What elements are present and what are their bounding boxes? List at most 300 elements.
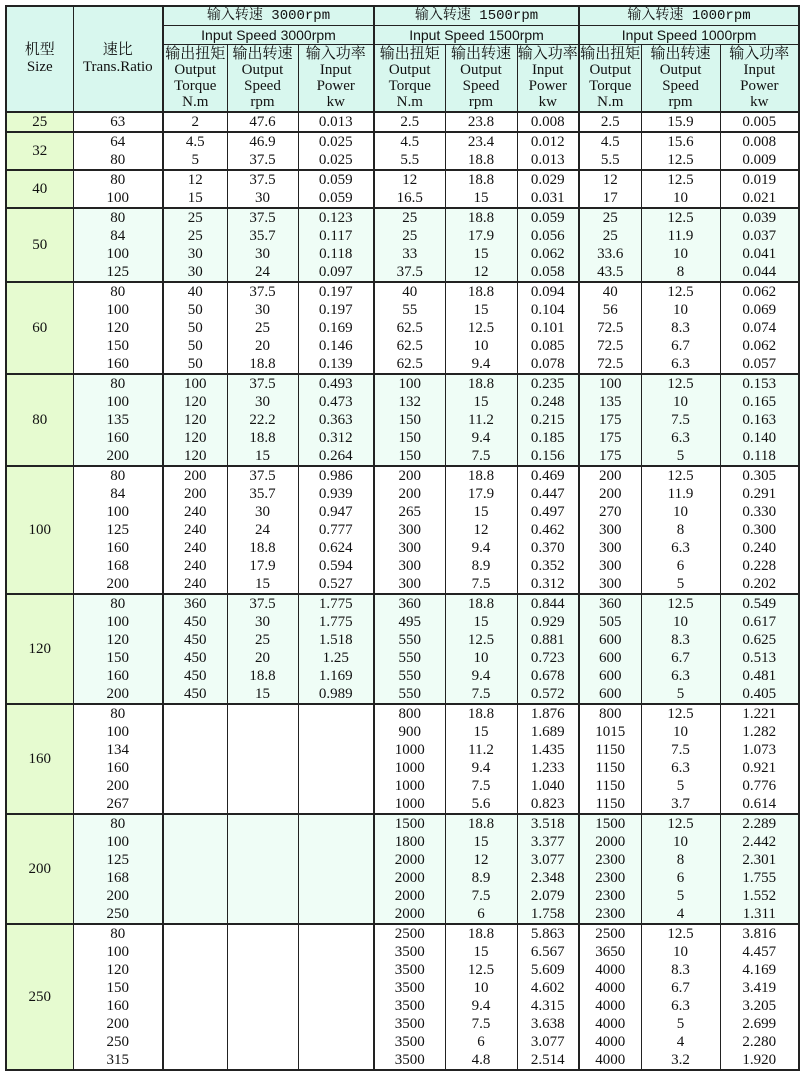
- value-cell: [163, 759, 227, 777]
- value-cell: 5.863: [517, 924, 579, 943]
- value-cell: 2: [163, 112, 227, 132]
- value-cell: 0.085: [517, 337, 579, 355]
- ratio-cell: 80: [73, 466, 163, 485]
- table-row: [6, 227, 799, 245]
- value-cell: 550: [374, 685, 445, 704]
- ratio-cell: 315: [73, 1051, 163, 1070]
- value-cell: 4000: [579, 997, 641, 1015]
- value-cell: 0.614: [720, 795, 799, 814]
- value-cell: 200: [579, 466, 641, 485]
- value-cell: 0.005: [720, 112, 799, 132]
- size-group-100: [6, 466, 799, 594]
- value-cell: 6.3: [641, 667, 720, 685]
- value-cell: 1500: [374, 814, 445, 833]
- subcol-en2: Speed: [244, 78, 281, 94]
- value-cell: 0.062: [720, 282, 799, 301]
- ratio-header-en: Trans.Ratio: [82, 59, 153, 75]
- value-cell: 5: [641, 887, 720, 905]
- value-cell: 0.363: [298, 411, 374, 429]
- value-cell: 35.7: [227, 485, 298, 503]
- value-cell: 0.462: [517, 521, 579, 539]
- value-cell: 0.056: [517, 227, 579, 245]
- ratio-cell: 150: [73, 979, 163, 997]
- value-cell: 15.6: [641, 132, 720, 151]
- value-cell: 0.625: [720, 631, 799, 649]
- table-row: [6, 685, 799, 704]
- table-row: [6, 887, 799, 905]
- value-cell: 24: [227, 521, 298, 539]
- value-cell: [163, 704, 227, 723]
- value-cell: [298, 1015, 374, 1033]
- value-cell: 12.5: [641, 924, 720, 943]
- value-cell: 25: [227, 631, 298, 649]
- ratio-cell: 100: [73, 943, 163, 961]
- subcol-en2: Power: [740, 78, 779, 94]
- value-cell: 17.9: [445, 485, 517, 503]
- size-cell: 120: [6, 594, 73, 704]
- subcol-cn: 输出扭矩: [379, 46, 440, 62]
- value-cell: 1015: [579, 723, 641, 741]
- value-cell: 5: [641, 1015, 720, 1033]
- value-cell: 12.5: [641, 374, 720, 393]
- value-cell: 0.025: [298, 151, 374, 170]
- ratio-cell: 80: [73, 151, 163, 170]
- value-cell: [298, 979, 374, 997]
- ratio-cell: 100: [73, 393, 163, 411]
- value-cell: 33.6: [579, 245, 641, 263]
- size-cell: 25: [6, 112, 73, 132]
- value-cell: 1.282: [720, 723, 799, 741]
- subcol-header: [298, 45, 374, 113]
- value-cell: 9.4: [445, 355, 517, 374]
- value-cell: 0.104: [517, 301, 579, 319]
- value-cell: 30: [227, 189, 298, 208]
- value-cell: 3.518: [517, 814, 579, 833]
- value-cell: 900: [374, 723, 445, 741]
- value-cell: 15.9: [641, 112, 720, 132]
- value-cell: 56: [579, 301, 641, 319]
- value-cell: [227, 887, 298, 905]
- value-cell: 22.2: [227, 411, 298, 429]
- value-cell: 0.678: [517, 667, 579, 685]
- value-cell: 18.8: [445, 594, 517, 613]
- value-cell: 12: [445, 263, 517, 282]
- value-cell: 135: [579, 393, 641, 411]
- ratio-cell: 100: [73, 301, 163, 319]
- value-cell: [227, 1033, 298, 1051]
- value-cell: [298, 1051, 374, 1070]
- value-cell: 0.059: [517, 208, 579, 227]
- value-cell: 1.311: [720, 905, 799, 924]
- value-cell: 10: [641, 393, 720, 411]
- value-cell: 0.777: [298, 521, 374, 539]
- value-cell: 43.5: [579, 263, 641, 282]
- value-cell: 12.5: [445, 631, 517, 649]
- table-row: [6, 521, 799, 539]
- value-cell: 4.457: [720, 943, 799, 961]
- value-cell: [227, 869, 298, 887]
- value-cell: [163, 833, 227, 851]
- value-cell: [227, 924, 298, 943]
- value-cell: 37.5: [227, 466, 298, 485]
- value-cell: 37.5: [374, 263, 445, 282]
- value-cell: 7.5: [445, 447, 517, 466]
- value-cell: 240: [163, 503, 227, 521]
- value-cell: 20: [227, 649, 298, 667]
- ratio-cell: 80: [73, 374, 163, 393]
- subcol-en2: Power: [528, 78, 567, 94]
- value-cell: 12.5: [641, 466, 720, 485]
- value-cell: 10: [445, 337, 517, 355]
- subcol-cn: 输出扭矩: [580, 46, 641, 62]
- value-cell: 12: [445, 521, 517, 539]
- value-cell: 11.2: [445, 741, 517, 759]
- value-cell: 0.057: [720, 355, 799, 374]
- value-cell: [163, 979, 227, 997]
- value-cell: 200: [374, 485, 445, 503]
- value-cell: 37.5: [227, 208, 298, 227]
- table-row: [6, 667, 799, 685]
- value-cell: [298, 759, 374, 777]
- value-cell: 72.5: [579, 355, 641, 374]
- ratio-cell: 84: [73, 485, 163, 503]
- value-cell: 50: [163, 301, 227, 319]
- value-cell: [298, 1033, 374, 1051]
- value-cell: 175: [579, 447, 641, 466]
- ratio-cell: 125: [73, 521, 163, 539]
- value-cell: 2000: [579, 833, 641, 851]
- table-row: [6, 132, 799, 151]
- value-cell: [227, 851, 298, 869]
- table-row: [6, 374, 799, 393]
- value-cell: [227, 997, 298, 1015]
- value-cell: 3500: [374, 1051, 445, 1070]
- value-cell: 62.5: [374, 337, 445, 355]
- ratio-cell: 200: [73, 887, 163, 905]
- value-cell: 5.6: [445, 795, 517, 814]
- value-cell: 15: [227, 575, 298, 594]
- value-cell: 175: [579, 411, 641, 429]
- value-cell: 360: [579, 594, 641, 613]
- value-cell: 0.118: [298, 245, 374, 263]
- value-cell: 6.3: [641, 539, 720, 557]
- value-cell: 12: [445, 851, 517, 869]
- value-cell: 37.5: [227, 170, 298, 189]
- value-cell: 0.012: [517, 132, 579, 151]
- value-cell: 15: [227, 447, 298, 466]
- value-cell: [163, 741, 227, 759]
- size-group-120: [6, 594, 799, 704]
- value-cell: 3650: [579, 943, 641, 961]
- value-cell: 0.019: [720, 170, 799, 189]
- ratio-cell: 100: [73, 833, 163, 851]
- size-cell: 40: [6, 170, 73, 208]
- value-cell: [163, 1033, 227, 1051]
- subcol-cn: 输出转速: [650, 46, 711, 62]
- value-cell: 120: [163, 393, 227, 411]
- table-row: [6, 337, 799, 355]
- value-cell: 0.009: [720, 151, 799, 170]
- value-cell: 72.5: [579, 319, 641, 337]
- value-cell: 18.8: [445, 208, 517, 227]
- value-cell: 3500: [374, 1033, 445, 1051]
- size-cell: 32: [6, 132, 73, 170]
- value-cell: 0.929: [517, 613, 579, 631]
- value-cell: [227, 704, 298, 723]
- value-cell: 0.058: [517, 263, 579, 282]
- subcol-header: [163, 45, 227, 113]
- value-cell: 120: [163, 411, 227, 429]
- value-cell: 0.008: [517, 112, 579, 132]
- ratio-cell: 100: [73, 503, 163, 521]
- value-cell: [298, 833, 374, 851]
- value-cell: 7.5: [445, 685, 517, 704]
- value-cell: 0.844: [517, 594, 579, 613]
- value-cell: 30: [227, 301, 298, 319]
- value-cell: 1.169: [298, 667, 374, 685]
- table-row: [6, 170, 799, 189]
- value-cell: 0.062: [720, 337, 799, 355]
- ratio-cell: 80: [73, 594, 163, 613]
- subcol-cn: 输出转速: [451, 46, 512, 62]
- size-group-50: [6, 208, 799, 282]
- value-cell: 0.986: [298, 466, 374, 485]
- value-cell: 18.8: [227, 667, 298, 685]
- table-row: [6, 319, 799, 337]
- value-cell: 132: [374, 393, 445, 411]
- speed-1000-en: Input Speed 1000rpm: [579, 26, 799, 45]
- value-cell: 2500: [374, 924, 445, 943]
- value-cell: 240: [163, 539, 227, 557]
- value-cell: 7.5: [641, 741, 720, 759]
- value-cell: 18.8: [445, 466, 517, 485]
- ratio-header-cn: 速比: [102, 42, 133, 58]
- value-cell: 0.202: [720, 575, 799, 594]
- value-cell: [227, 833, 298, 851]
- value-cell: 6.3: [641, 759, 720, 777]
- value-cell: [227, 1015, 298, 1033]
- value-cell: 175: [579, 429, 641, 447]
- value-cell: 2000: [374, 869, 445, 887]
- value-cell: 0.078: [517, 355, 579, 374]
- value-cell: [227, 741, 298, 759]
- value-cell: 12.5: [445, 319, 517, 337]
- value-cell: 4.602: [517, 979, 579, 997]
- value-cell: 4: [641, 905, 720, 924]
- value-cell: 18.8: [227, 429, 298, 447]
- value-cell: 550: [374, 667, 445, 685]
- value-cell: 0.723: [517, 649, 579, 667]
- value-cell: [163, 1015, 227, 1033]
- value-cell: [227, 943, 298, 961]
- value-cell: 0.153: [720, 374, 799, 393]
- value-cell: 30: [163, 245, 227, 263]
- ratio-cell: 168: [73, 869, 163, 887]
- value-cell: 30: [227, 245, 298, 263]
- value-cell: 0.469: [517, 466, 579, 485]
- value-cell: 300: [374, 539, 445, 557]
- size-cell: 60: [6, 282, 73, 374]
- table-row: [6, 485, 799, 503]
- value-cell: 0.921: [720, 759, 799, 777]
- value-cell: 25: [227, 319, 298, 337]
- value-cell: 1.775: [298, 613, 374, 631]
- table-row: [6, 997, 799, 1015]
- ratio-cell: 150: [73, 649, 163, 667]
- table-row: [6, 575, 799, 594]
- value-cell: 1000: [374, 795, 445, 814]
- value-cell: 2000: [374, 905, 445, 924]
- size-header: [6, 6, 73, 112]
- value-cell: 12: [579, 170, 641, 189]
- value-cell: 200: [163, 466, 227, 485]
- value-cell: 30: [163, 263, 227, 282]
- value-cell: 0.156: [517, 447, 579, 466]
- value-cell: 7.5: [641, 411, 720, 429]
- value-cell: 25: [579, 208, 641, 227]
- value-cell: 25: [374, 227, 445, 245]
- table-row: [6, 759, 799, 777]
- value-cell: [163, 997, 227, 1015]
- value-cell: 450: [163, 667, 227, 685]
- value-cell: 12.5: [641, 151, 720, 170]
- value-cell: 200: [163, 485, 227, 503]
- value-cell: 18.8: [445, 282, 517, 301]
- value-cell: 2.514: [517, 1051, 579, 1070]
- value-cell: 4000: [579, 1033, 641, 1051]
- size-group-250: [6, 924, 799, 1070]
- subcol-en1: Input: [319, 62, 352, 78]
- value-cell: 12.5: [641, 282, 720, 301]
- ratio-cell: 125: [73, 851, 163, 869]
- value-cell: 5.5: [579, 151, 641, 170]
- value-cell: [163, 1051, 227, 1070]
- table-row: [6, 466, 799, 485]
- table-row: [6, 924, 799, 943]
- value-cell: 23.8: [445, 112, 517, 132]
- subcol-header: [517, 45, 579, 113]
- value-cell: 0.118: [720, 447, 799, 466]
- subcol-unit: N.m: [597, 94, 624, 110]
- ratio-cell: 200: [73, 1015, 163, 1033]
- value-cell: 0.312: [517, 575, 579, 594]
- ratio-cell: 84: [73, 227, 163, 245]
- value-cell: 2.289: [720, 814, 799, 833]
- value-cell: [298, 795, 374, 814]
- value-cell: 8: [641, 521, 720, 539]
- value-cell: 0.013: [517, 151, 579, 170]
- table-row: [6, 814, 799, 833]
- value-cell: 30: [227, 613, 298, 631]
- value-cell: 2.5: [374, 112, 445, 132]
- value-cell: [298, 851, 374, 869]
- value-cell: [163, 777, 227, 795]
- value-cell: 0.117: [298, 227, 374, 245]
- value-cell: 0.264: [298, 447, 374, 466]
- table-row: [6, 833, 799, 851]
- value-cell: 1150: [579, 741, 641, 759]
- value-cell: 20: [227, 337, 298, 355]
- value-cell: 37.5: [227, 594, 298, 613]
- table-row: [6, 112, 799, 132]
- value-cell: 12: [163, 170, 227, 189]
- value-cell: 15: [163, 189, 227, 208]
- subcol-en1: Output: [241, 62, 284, 78]
- value-cell: 1.233: [517, 759, 579, 777]
- value-cell: 360: [163, 594, 227, 613]
- size-header-cn: 机型: [24, 42, 55, 58]
- value-cell: 2300: [579, 887, 641, 905]
- value-cell: 1.920: [720, 1051, 799, 1070]
- value-cell: 5.609: [517, 961, 579, 979]
- value-cell: 3.816: [720, 924, 799, 943]
- value-cell: 7.5: [445, 575, 517, 594]
- size-cell: 100: [6, 466, 73, 594]
- table-row: [6, 777, 799, 795]
- subcol-en2: Power: [316, 78, 355, 94]
- ratio-cell: 150: [73, 337, 163, 355]
- ratio-cell: 160: [73, 539, 163, 557]
- value-cell: 8: [641, 263, 720, 282]
- value-cell: 18.8: [445, 151, 517, 170]
- subcol-en2: Torque: [388, 78, 431, 94]
- table-row: [6, 613, 799, 631]
- subcol-header: [641, 45, 720, 113]
- value-cell: 62.5: [374, 355, 445, 374]
- value-cell: 0.062: [517, 245, 579, 263]
- value-cell: 6: [445, 1033, 517, 1051]
- value-cell: 5: [641, 685, 720, 704]
- value-cell: 0.146: [298, 337, 374, 355]
- table-row: [6, 447, 799, 466]
- value-cell: 4.5: [374, 132, 445, 151]
- value-cell: 2500: [579, 924, 641, 943]
- value-cell: 8.9: [445, 869, 517, 887]
- value-cell: 1.518: [298, 631, 374, 649]
- value-cell: 150: [374, 411, 445, 429]
- value-cell: 360: [374, 594, 445, 613]
- size-cell: 50: [6, 208, 73, 282]
- table-row: [6, 905, 799, 924]
- value-cell: 55: [374, 301, 445, 319]
- value-cell: 0.352: [517, 557, 579, 575]
- value-cell: 0.069: [720, 301, 799, 319]
- value-cell: 1.073: [720, 741, 799, 759]
- value-cell: 15: [445, 503, 517, 521]
- value-cell: 50: [163, 319, 227, 337]
- subcol-en1: Output: [174, 62, 217, 78]
- value-cell: 4000: [579, 961, 641, 979]
- value-cell: 2000: [374, 851, 445, 869]
- value-cell: 1500: [579, 814, 641, 833]
- value-cell: 4000: [579, 1051, 641, 1070]
- ratio-cell: 120: [73, 631, 163, 649]
- value-cell: 10: [445, 979, 517, 997]
- value-cell: 0.041: [720, 245, 799, 263]
- value-cell: 0.235: [517, 374, 579, 393]
- value-cell: 0.215: [517, 411, 579, 429]
- value-cell: 50: [163, 355, 227, 374]
- value-cell: 2300: [579, 851, 641, 869]
- value-cell: 550: [374, 649, 445, 667]
- value-cell: 0.021: [720, 189, 799, 208]
- value-cell: 4000: [579, 1015, 641, 1033]
- value-cell: 47.6: [227, 112, 298, 132]
- ratio-cell: 125: [73, 263, 163, 282]
- value-cell: [298, 924, 374, 943]
- value-cell: 0.549: [720, 594, 799, 613]
- subcol-cn: 输出转速: [232, 46, 293, 62]
